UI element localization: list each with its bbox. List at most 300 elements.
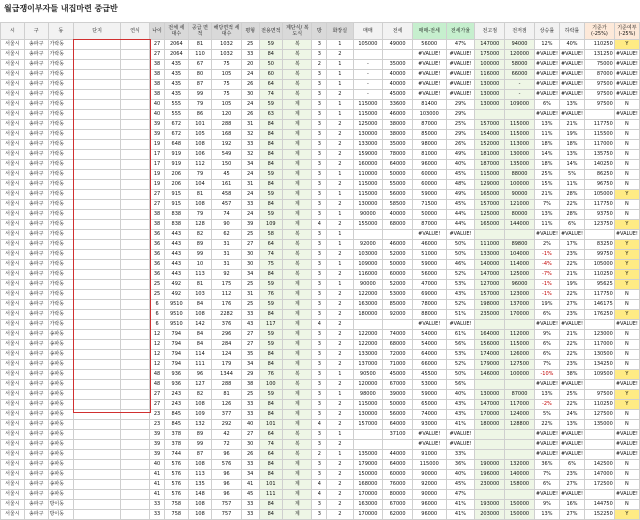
- table-cell[interactable]: 9%: [534, 330, 559, 340]
- table-cell[interactable]: #VALUE!: [559, 230, 584, 240]
- table-cell[interactable]: 30: [241, 440, 259, 450]
- table-cell[interactable]: [585, 430, 615, 440]
- table-cell[interactable]: 75: [212, 80, 242, 90]
- table-cell[interactable]: -: [505, 90, 535, 100]
- table-cell[interactable]: 33: [241, 400, 259, 410]
- table-cell[interactable]: 가락동: [48, 60, 74, 70]
- table-cell[interactable]: 26%: [446, 140, 475, 150]
- table-cell[interactable]: 47%: [446, 40, 475, 50]
- table-cell[interactable]: 계: [283, 110, 312, 120]
- table-cell[interactable]: [120, 450, 149, 460]
- table-cell[interactable]: [74, 490, 121, 500]
- table-cell[interactable]: 179: [212, 360, 242, 370]
- table-cell[interactable]: 296: [212, 330, 242, 340]
- table-cell[interactable]: 1: [327, 70, 353, 80]
- table-cell[interactable]: 101: [259, 480, 283, 490]
- table-cell[interactable]: 93000: [412, 420, 446, 430]
- table-cell[interactable]: 가락동: [48, 240, 74, 250]
- table-cell[interactable]: 39: [150, 450, 165, 460]
- table-cell[interactable]: #VALUE!: [559, 490, 584, 500]
- table-cell[interactable]: 1: [327, 280, 353, 290]
- table-cell[interactable]: 125000: [505, 270, 535, 280]
- table-cell[interactable]: [74, 210, 121, 220]
- table-cell[interactable]: 105000: [353, 40, 383, 50]
- table-cell[interactable]: 38: [150, 70, 165, 80]
- table-cell[interactable]: [74, 250, 121, 260]
- table-cell[interactable]: 90000: [505, 190, 535, 200]
- table-cell[interactable]: 송파동: [48, 420, 74, 430]
- table-cell[interactable]: #VALUE!: [446, 80, 475, 90]
- table-cell[interactable]: -7%: [534, 270, 559, 280]
- table-cell[interactable]: 87000: [505, 390, 535, 400]
- table-cell[interactable]: 60000: [412, 170, 446, 180]
- table-cell[interactable]: 157000: [475, 290, 505, 300]
- column-header[interactable]: 시: [1, 23, 25, 40]
- table-cell[interactable]: 복: [283, 90, 312, 100]
- table-cell[interactable]: 135000: [505, 160, 535, 170]
- table-cell[interactable]: 30: [241, 260, 259, 270]
- table-cell[interactable]: 2: [327, 50, 353, 60]
- table-cell[interactable]: 3: [312, 290, 327, 300]
- table-cell[interactable]: 130000: [475, 390, 505, 400]
- table-cell[interactable]: 서울시: [1, 160, 25, 170]
- table-cell[interactable]: N: [614, 300, 639, 310]
- table-cell[interactable]: 288: [212, 380, 242, 390]
- table-cell[interactable]: 45: [212, 170, 242, 180]
- table-cell[interactable]: 11%: [559, 180, 584, 190]
- table-cell[interactable]: 28%: [559, 190, 584, 200]
- table-cell[interactable]: 2: [327, 250, 353, 260]
- table-cell[interactable]: 가락동: [48, 80, 74, 90]
- table-cell[interactable]: #VALUE!: [559, 110, 584, 120]
- table-cell[interactable]: 서울시: [1, 440, 25, 450]
- table-cell[interactable]: 90000: [412, 470, 446, 480]
- table-cell[interactable]: 94000: [505, 40, 535, 50]
- table-cell[interactable]: 가락동: [48, 200, 74, 210]
- table-cell[interactable]: #VALUE!: [534, 380, 559, 390]
- table-cell[interactable]: 가락동: [48, 250, 74, 260]
- table-cell[interactable]: 122000: [353, 330, 383, 340]
- table-cell[interactable]: 130500: [585, 350, 615, 360]
- table-cell[interactable]: [120, 150, 149, 160]
- table-cell[interactable]: 3: [312, 80, 327, 90]
- table-cell[interactable]: 74: [259, 440, 283, 450]
- table-cell[interactable]: 14%: [534, 150, 559, 160]
- table-cell[interactable]: 4: [312, 490, 327, 500]
- column-header[interactable]: 방: [312, 23, 327, 40]
- table-cell[interactable]: 492: [164, 290, 188, 300]
- table-cell[interactable]: [475, 230, 505, 240]
- column-header[interactable]: 기준여부 (-25%): [614, 23, 639, 40]
- table-cell[interactable]: 27%: [559, 480, 584, 490]
- table-cell[interactable]: 40: [150, 460, 165, 470]
- table-cell[interactable]: 가락동: [48, 290, 74, 300]
- table-cell[interactable]: 936: [164, 380, 188, 390]
- table-cell[interactable]: 100000: [505, 180, 535, 190]
- table-cell[interactable]: [120, 490, 149, 500]
- table-cell[interactable]: 744: [164, 450, 188, 460]
- table-cell[interactable]: 176: [212, 300, 242, 310]
- table-cell[interactable]: 2: [327, 350, 353, 360]
- table-cell[interactable]: 23%: [559, 250, 584, 260]
- table-cell[interactable]: 송파구: [24, 320, 48, 330]
- table-cell[interactable]: 38000: [383, 130, 413, 140]
- table-cell[interactable]: 936: [164, 370, 188, 380]
- table-cell[interactable]: 84: [259, 500, 283, 510]
- table-cell[interactable]: [120, 210, 149, 220]
- table-cell[interactable]: 서울시: [1, 110, 25, 120]
- table-cell[interactable]: [120, 340, 149, 350]
- table-cell[interactable]: 복: [283, 370, 312, 380]
- table-cell[interactable]: Y: [614, 270, 639, 280]
- table-cell[interactable]: 127: [188, 380, 212, 390]
- table-cell[interactable]: N: [614, 460, 639, 470]
- table-cell[interactable]: 127000: [475, 280, 505, 290]
- table-cell[interactable]: 2: [327, 330, 353, 340]
- table-cell[interactable]: 41%: [446, 420, 475, 430]
- table-cell[interactable]: 56%: [446, 340, 475, 350]
- table-cell[interactable]: 15%: [534, 180, 559, 190]
- table-cell[interactable]: #VALUE!: [534, 440, 559, 450]
- table-cell[interactable]: 85000: [412, 130, 446, 140]
- table-cell[interactable]: 가락동: [48, 140, 74, 150]
- table-cell[interactable]: 87000: [412, 120, 446, 130]
- table-cell[interactable]: [74, 100, 121, 110]
- table-cell[interactable]: 74: [212, 210, 242, 220]
- table-cell[interactable]: 송파구: [24, 170, 48, 180]
- table-cell[interactable]: 56000: [412, 270, 446, 280]
- table-cell[interactable]: 95625: [585, 280, 615, 290]
- table-cell[interactable]: 68000: [383, 340, 413, 350]
- table-cell[interactable]: #VALUE!: [446, 230, 475, 240]
- table-cell[interactable]: 92000: [353, 240, 383, 250]
- table-cell[interactable]: [120, 460, 149, 470]
- table-cell[interactable]: -2%: [534, 400, 559, 410]
- table-cell[interactable]: 108: [188, 460, 212, 470]
- table-cell[interactable]: 13%: [559, 100, 584, 110]
- table-cell[interactable]: N: [614, 340, 639, 350]
- table-cell[interactable]: [74, 360, 121, 370]
- table-cell[interactable]: 송파구: [24, 160, 48, 170]
- table-cell[interactable]: 82: [188, 230, 212, 240]
- column-header[interactable]: 공급 면적: [188, 23, 212, 40]
- column-header[interactable]: 매매-전세: [412, 23, 446, 40]
- table-cell[interactable]: 9510: [164, 300, 188, 310]
- table-cell[interactable]: 14%: [559, 160, 584, 170]
- table-cell[interactable]: 계: [283, 310, 312, 320]
- table-cell[interactable]: 송파동: [48, 430, 74, 440]
- table-cell[interactable]: 110000: [353, 170, 383, 180]
- table-cell[interactable]: [120, 100, 149, 110]
- table-cell[interactable]: 3: [312, 170, 327, 180]
- table-cell[interactable]: 59000: [412, 190, 446, 200]
- table-cell[interactable]: 2: [327, 340, 353, 350]
- table-cell[interactable]: 155000: [353, 220, 383, 230]
- table-cell[interactable]: N: [614, 420, 639, 430]
- table-cell[interactable]: 26: [241, 110, 259, 120]
- table-cell[interactable]: #VALUE!: [534, 70, 559, 80]
- table-cell[interactable]: 206: [164, 180, 188, 190]
- table-cell[interactable]: 40%: [559, 40, 584, 50]
- table-cell[interactable]: 계: [283, 480, 312, 490]
- table-cell[interactable]: 5%: [534, 410, 559, 420]
- table-cell[interactable]: 96: [212, 490, 242, 500]
- table-cell[interactable]: 송파구: [24, 410, 48, 420]
- table-cell[interactable]: 96: [212, 450, 242, 460]
- table-cell[interactable]: 6%: [534, 480, 559, 490]
- table-cell[interactable]: 105: [188, 130, 212, 140]
- table-cell[interactable]: 120: [212, 110, 242, 120]
- table-cell[interactable]: 2064: [164, 50, 188, 60]
- table-cell[interactable]: 150000: [505, 500, 535, 510]
- table-cell[interactable]: 192: [212, 140, 242, 150]
- table-cell[interactable]: 19: [150, 170, 165, 180]
- table-cell[interactable]: 443: [164, 230, 188, 240]
- table-cell[interactable]: 41%: [446, 500, 475, 510]
- table-cell[interactable]: 45%: [446, 200, 475, 210]
- table-cell[interactable]: 1032: [212, 50, 242, 60]
- table-cell[interactable]: 33: [241, 410, 259, 420]
- table-cell[interactable]: 방이동: [48, 500, 74, 510]
- table-cell[interactable]: 99: [188, 90, 212, 100]
- table-cell[interactable]: 48%: [446, 180, 475, 190]
- table-cell[interactable]: 6: [150, 300, 165, 310]
- table-cell[interactable]: 98000: [412, 140, 446, 150]
- table-cell[interactable]: [120, 320, 149, 330]
- table-cell[interactable]: 계: [283, 390, 312, 400]
- table-cell[interactable]: #VALUE!: [614, 320, 639, 330]
- table-cell[interactable]: 168000: [353, 480, 383, 490]
- table-cell[interactable]: 152000: [475, 140, 505, 150]
- table-cell[interactable]: 36%: [534, 460, 559, 470]
- table-cell[interactable]: 19%: [559, 280, 584, 290]
- table-cell[interactable]: 송파구: [24, 140, 48, 150]
- table-cell[interactable]: 67: [188, 60, 212, 70]
- table-cell[interactable]: 88000: [412, 310, 446, 320]
- table-cell[interactable]: 25: [150, 280, 165, 290]
- table-cell[interactable]: 계: [283, 100, 312, 110]
- table-cell[interactable]: 156000: [475, 340, 505, 350]
- table-cell[interactable]: 64: [259, 80, 283, 90]
- table-cell[interactable]: 96: [212, 480, 242, 490]
- table-cell[interactable]: 13%: [534, 390, 559, 400]
- table-cell[interactable]: 115000: [353, 100, 383, 110]
- table-cell[interactable]: 152250: [585, 510, 615, 520]
- table-cell[interactable]: 13%: [559, 150, 584, 160]
- table-cell[interactable]: 계: [283, 180, 312, 190]
- table-cell[interactable]: 758: [164, 510, 188, 520]
- table-cell[interactable]: 서울시: [1, 400, 25, 410]
- table-cell[interactable]: 계: [283, 510, 312, 520]
- table-cell[interactable]: 140250: [585, 160, 615, 170]
- table-cell[interactable]: 송파동: [48, 390, 74, 400]
- column-header[interactable]: 계단식/ 복도식: [283, 23, 312, 40]
- table-cell[interactable]: 3: [312, 70, 327, 80]
- table-cell[interactable]: 159000: [353, 150, 383, 160]
- table-cell[interactable]: 180000: [353, 310, 383, 320]
- table-cell[interactable]: 115000: [353, 400, 383, 410]
- table-cell[interactable]: 114: [188, 350, 212, 360]
- table-cell[interactable]: 79: [188, 170, 212, 180]
- table-cell[interactable]: 서울시: [1, 240, 25, 250]
- table-cell[interactable]: 36: [150, 270, 165, 280]
- table-cell[interactable]: 41: [150, 490, 165, 500]
- table-cell[interactable]: 100: [259, 380, 283, 390]
- table-cell[interactable]: 서울시: [1, 180, 25, 190]
- table-cell[interactable]: #VALUE!: [534, 320, 559, 330]
- table-cell[interactable]: 109000: [353, 260, 383, 270]
- table-cell[interactable]: #VALUE!: [614, 70, 639, 80]
- table-cell[interactable]: 송파구: [24, 70, 48, 80]
- table-cell[interactable]: [120, 470, 149, 480]
- table-cell[interactable]: 59: [259, 40, 283, 50]
- table-cell[interactable]: 2: [327, 480, 353, 490]
- table-cell[interactable]: 1: [327, 110, 353, 120]
- table-cell[interactable]: 1: [327, 170, 353, 180]
- table-cell[interactable]: 123000: [505, 290, 535, 300]
- table-cell[interactable]: 130000: [505, 150, 535, 160]
- table-cell[interactable]: 92000: [412, 480, 446, 490]
- table-cell[interactable]: 33600: [383, 100, 413, 110]
- table-cell[interactable]: [74, 470, 121, 480]
- table-cell[interactable]: -: [353, 70, 383, 80]
- table-cell[interactable]: 복: [283, 60, 312, 70]
- table-cell[interactable]: 170000: [353, 510, 383, 520]
- table-cell[interactable]: 48: [150, 380, 165, 390]
- table-cell[interactable]: [120, 280, 149, 290]
- table-cell[interactable]: 66000: [412, 360, 446, 370]
- table-cell[interactable]: N: [614, 180, 639, 190]
- table-cell[interactable]: 74: [259, 90, 283, 100]
- table-cell[interactable]: 계: [283, 140, 312, 150]
- table-cell[interactable]: 3: [312, 400, 327, 410]
- table-cell[interactable]: 148: [188, 490, 212, 500]
- table-cell[interactable]: 복: [283, 80, 312, 90]
- table-cell[interactable]: 서울시: [1, 130, 25, 140]
- table-cell[interactable]: 443: [164, 250, 188, 260]
- table-cell[interactable]: [74, 290, 121, 300]
- table-cell[interactable]: 53000: [412, 380, 446, 390]
- table-cell[interactable]: 1032: [212, 40, 242, 50]
- table-cell[interactable]: 45%: [446, 480, 475, 490]
- table-cell[interactable]: #VALUE!: [614, 230, 639, 240]
- table-cell[interactable]: [120, 270, 149, 280]
- table-cell[interactable]: 37100: [383, 430, 413, 440]
- table-cell[interactable]: [585, 490, 615, 500]
- table-cell[interactable]: 22%: [534, 420, 559, 430]
- table-cell[interactable]: 29: [241, 370, 259, 380]
- table-cell[interactable]: #VALUE!: [534, 230, 559, 240]
- table-cell[interactable]: 43: [241, 320, 259, 330]
- table-cell[interactable]: Y: [614, 250, 639, 260]
- table-cell[interactable]: 송파구: [24, 90, 48, 100]
- table-cell[interactable]: 4: [312, 480, 327, 490]
- table-cell[interactable]: #VALUE!: [412, 440, 446, 450]
- table-cell[interactable]: 52000: [383, 250, 413, 260]
- table-cell[interactable]: 계: [283, 190, 312, 200]
- table-cell[interactable]: 36: [150, 260, 165, 270]
- table-cell[interactable]: -: [353, 80, 383, 90]
- table-cell[interactable]: 146000: [475, 370, 505, 380]
- table-cell[interactable]: 292: [212, 420, 242, 430]
- table-cell[interactable]: [120, 480, 149, 490]
- table-cell[interactable]: 86250: [585, 170, 615, 180]
- table-cell[interactable]: [74, 190, 121, 200]
- table-cell[interactable]: 서울시: [1, 410, 25, 420]
- table-cell[interactable]: 서울시: [1, 170, 25, 180]
- table-cell[interactable]: 44%: [446, 210, 475, 220]
- table-cell[interactable]: 송파구: [24, 280, 48, 290]
- table-cell[interactable]: 계: [283, 160, 312, 170]
- table-cell[interactable]: 44%: [446, 220, 475, 230]
- table-cell[interactable]: 100000: [475, 60, 505, 70]
- table-cell[interactable]: 89: [188, 430, 212, 440]
- table-cell[interactable]: 2: [327, 120, 353, 130]
- table-cell[interactable]: 송파동: [48, 340, 74, 350]
- table-cell[interactable]: N: [614, 170, 639, 180]
- table-cell[interactable]: 송파구: [24, 430, 48, 440]
- table-cell[interactable]: 124: [212, 350, 242, 360]
- table-cell[interactable]: [120, 350, 149, 360]
- table-cell[interactable]: #VALUE!: [614, 440, 639, 450]
- table-cell[interactable]: 52%: [446, 270, 475, 280]
- table-cell[interactable]: 158000: [505, 480, 535, 490]
- table-cell[interactable]: 81400: [412, 100, 446, 110]
- table-cell[interactable]: [505, 490, 535, 500]
- table-cell[interactable]: 송파구: [24, 80, 48, 90]
- table-cell[interactable]: 32: [241, 130, 259, 140]
- table-cell[interactable]: 11%: [534, 220, 559, 230]
- table-cell[interactable]: 96: [188, 370, 212, 380]
- table-cell[interactable]: 송파구: [24, 190, 48, 200]
- table-cell[interactable]: 17%: [559, 240, 584, 250]
- table-cell[interactable]: 2: [327, 410, 353, 420]
- table-cell[interactable]: 59: [259, 340, 283, 350]
- table-cell[interactable]: 54000: [412, 330, 446, 340]
- table-cell[interactable]: 26: [241, 80, 259, 90]
- table-cell[interactable]: 55000: [383, 180, 413, 190]
- table-cell[interactable]: 105000: [585, 190, 615, 200]
- table-cell[interactable]: 40: [241, 420, 259, 430]
- table-cell[interactable]: Y: [614, 260, 639, 270]
- table-cell[interactable]: 33: [241, 460, 259, 470]
- table-cell[interactable]: 3: [312, 340, 327, 350]
- table-cell[interactable]: 11%: [534, 130, 559, 140]
- table-cell[interactable]: 3: [312, 390, 327, 400]
- table-cell[interactable]: #VALUE!: [614, 380, 639, 390]
- table-cell[interactable]: 132: [188, 420, 212, 430]
- table-cell[interactable]: 161: [212, 180, 242, 190]
- table-cell[interactable]: 3: [312, 210, 327, 220]
- table-cell[interactable]: N: [614, 130, 639, 140]
- table-cell[interactable]: 17: [150, 160, 165, 170]
- table-cell[interactable]: 120000: [505, 50, 535, 60]
- table-cell[interactable]: 2: [327, 490, 353, 500]
- table-cell[interactable]: 12%: [534, 40, 559, 50]
- table-cell[interactable]: 계: [283, 360, 312, 370]
- table-cell[interactable]: 92: [212, 270, 242, 280]
- table-cell[interactable]: [505, 230, 535, 240]
- table-cell[interactable]: 송파동: [48, 490, 74, 500]
- table-cell[interactable]: 2: [327, 470, 353, 480]
- table-cell[interactable]: 103: [188, 290, 212, 300]
- table-cell[interactable]: 144750: [585, 500, 615, 510]
- table-cell[interactable]: 가락동: [48, 280, 74, 290]
- table-cell[interactable]: [475, 110, 505, 120]
- table-cell[interactable]: 99750: [585, 250, 615, 260]
- table-cell[interactable]: [74, 500, 121, 510]
- column-header[interactable]: 전체 세대수: [164, 23, 188, 40]
